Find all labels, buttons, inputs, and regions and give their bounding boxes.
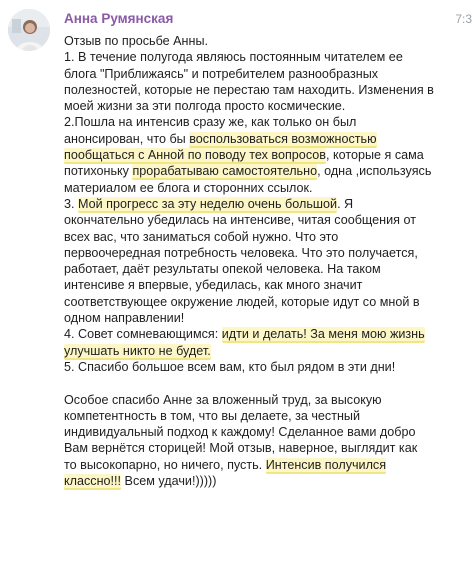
highlighted-text: прорабатываю самостоятельно xyxy=(132,164,318,179)
message-text-segment: материалом ее блога и сторонних ссылок. xyxy=(64,180,313,195)
message-line xyxy=(64,473,468,489)
message-line xyxy=(64,359,468,375)
highlighted-text: улучшать никто не будет. xyxy=(64,343,211,358)
message-text-segment: . Я xyxy=(337,196,354,211)
message-line xyxy=(64,424,468,440)
message-text-segment: то высокопарно, но ничего, пусть. xyxy=(64,457,266,472)
message-line xyxy=(64,229,468,245)
message-text-segment: потихоньку xyxy=(64,164,133,179)
message-line xyxy=(64,261,468,277)
message-text-segment: окончательно убедилась на интенсиве, читая сообщения от xyxy=(64,213,416,228)
message-line xyxy=(64,66,468,82)
highlighted-text: классно!!! xyxy=(64,474,122,489)
highlighted-text: идти и делать! За меня мою жизнь xyxy=(221,327,425,342)
message-line xyxy=(64,147,468,163)
message-text-segment: индивидуальный подход к каждому! Сделанное вами добро xyxy=(64,425,416,440)
message-text-segment: Вам вернётся сторицей! Мой отзыв, наверное, выглядит как xyxy=(64,441,418,456)
message-text-segment: Особое спасибо Анне за вложенный труд, за высокую xyxy=(64,392,382,407)
message-text-segment: , одна ,используясь xyxy=(317,164,432,179)
message-text-segment: одном направлении! xyxy=(64,311,185,326)
message-text-segment: 4. Совет сомневающимся: xyxy=(64,327,222,342)
message-text-segment: соответствующее окружение людей, которые идут со мной в xyxy=(64,294,420,309)
message-line xyxy=(64,440,468,456)
message-text-segment: Отзыв по просьбе Анны. xyxy=(64,34,209,48)
message-line xyxy=(64,82,468,98)
message-text-segment: 3. xyxy=(64,196,79,211)
message-text-segment: первоочередная потребность человека. Что это получается, xyxy=(64,245,418,260)
message-text-segment: 5. Спасибо большое всем вам, кто был рядом в эти дни! xyxy=(64,359,396,374)
message-line xyxy=(64,33,468,49)
message-text-segment: 2.Пошла на интенсив сразу же, как только он был xyxy=(64,115,357,130)
message-text-segment: компетентность в том, что вы делаете, за честный xyxy=(64,408,361,423)
message-line xyxy=(64,212,468,228)
message-text-segment: работает, даёт результаты опекой человека. На таком xyxy=(64,262,381,277)
message-line xyxy=(64,49,468,65)
message-text-segment: Всем удачи!))))) xyxy=(121,474,217,489)
message-line xyxy=(64,294,468,310)
message-line xyxy=(64,408,468,424)
author-name[interactable]: Анна Румянская xyxy=(64,11,174,26)
author-avatar[interactable] xyxy=(8,9,50,51)
message-blank-line xyxy=(64,375,468,391)
message-line xyxy=(64,180,468,196)
message-line xyxy=(64,245,468,261)
message-line xyxy=(64,392,468,408)
message-line xyxy=(64,326,468,342)
message-text-segment: моей жизни за эти полгода просто космические. xyxy=(64,99,346,114)
message-line xyxy=(64,457,468,473)
message-text-segment: всех вас, что заниматься собой нужно. Что это xyxy=(64,229,339,244)
message-line xyxy=(64,196,468,212)
message-text-segment: полезностей, которые не перестаю там находить. Изменения в xyxy=(64,82,434,97)
message-line xyxy=(64,343,468,359)
message-line xyxy=(64,131,468,147)
message-line xyxy=(64,310,468,326)
highlighted-text: воспользоваться возможностью xyxy=(189,131,377,146)
highlighted-text: пообщаться с Анной по поводу тех вопросов xyxy=(64,148,326,163)
message-line xyxy=(64,277,468,293)
highlighted-text: Интенсив получился xyxy=(265,457,387,472)
message-text-segment: , которые я сама xyxy=(325,148,424,163)
message-text xyxy=(64,33,468,489)
message-text-segment: 1. В течение полугода являюсь постоянным читателем ее xyxy=(64,50,403,65)
author-photo xyxy=(8,9,50,51)
highlighted-text: Мой прогресс за эту неделю очень большой xyxy=(78,196,338,211)
message-text-segment: блога "Приближаясь" и потребителем разнообразных xyxy=(64,66,379,81)
message-line xyxy=(64,163,468,179)
message-time: 7:3 xyxy=(455,12,472,26)
message-line xyxy=(64,114,468,130)
message-text-segment: интенсиве я впервые, убедилась, как много значит xyxy=(64,278,363,293)
message-text-segment: анонсирован, что бы xyxy=(64,131,190,146)
message-line xyxy=(64,98,468,114)
